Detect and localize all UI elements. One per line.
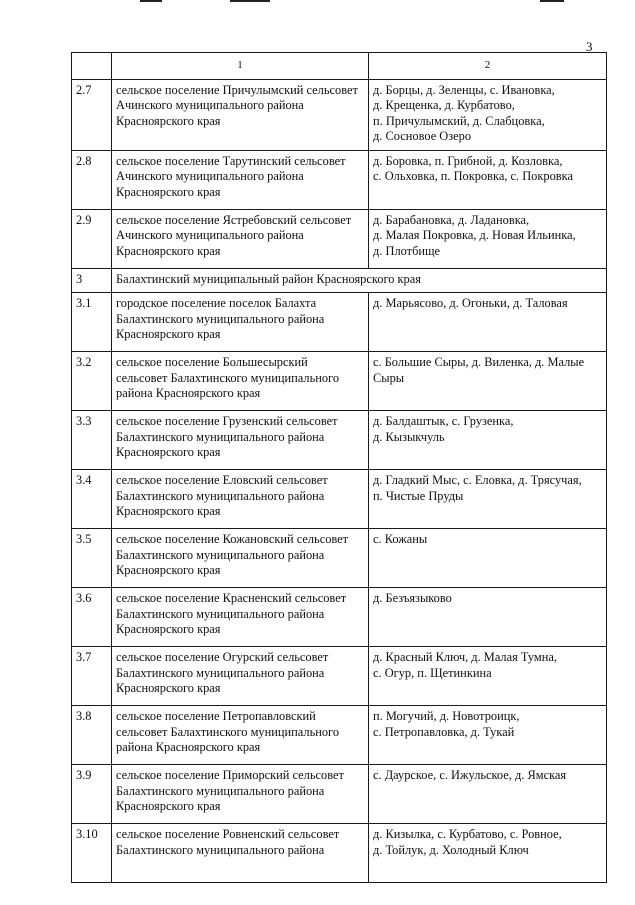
scan-mark-left bbox=[140, 0, 162, 2]
row-number: 3.7 bbox=[72, 647, 112, 706]
settlement-name: сельское поселение Ястребовский сельсовет Ачинского муниципального района Красноярского края bbox=[112, 209, 369, 268]
section-row bbox=[72, 268, 607, 293]
row-number: 3.9 bbox=[72, 765, 112, 824]
row-number: 2.9 bbox=[72, 209, 112, 268]
settlement-name: сельское поселение Приморский сельсовет Балахтинского муниципального района Красноярского края bbox=[112, 765, 369, 824]
settlement-villages: с. Даурское, с. Ижульское, д. Ямская bbox=[369, 765, 607, 824]
settlement-name: сельское поселение Огурский сельсовет Балахтинского муниципального района Красноярского края bbox=[112, 647, 369, 706]
table-row bbox=[72, 647, 607, 706]
row-number: 2.8 bbox=[72, 150, 112, 209]
header-col-1: 1 bbox=[112, 53, 369, 80]
table-row bbox=[72, 470, 607, 529]
settlement-villages: д. Балдаштык, с. Грузенка, д. Кызыкчуль bbox=[369, 411, 607, 470]
settlement-villages: п. Могучий, д. Новотроицк, с. Петропавловка, д. Тукай bbox=[369, 706, 607, 765]
scan-mark-center bbox=[230, 0, 270, 2]
row-number: 3.5 bbox=[72, 529, 112, 588]
table-row bbox=[72, 150, 607, 209]
settlement-villages: с. Кожаны bbox=[369, 529, 607, 588]
scan-mark-right bbox=[540, 0, 564, 2]
settlement-villages: д. Марьясово, д. Огоньки, д. Таловая bbox=[369, 293, 607, 352]
settlement-villages: д. Кизылка, с. Курбатово, с. Ровное, д. Тойлук, д. Холодный Ключ bbox=[369, 824, 607, 883]
settlement-name: сельское поселение Грузенский сельсовет Балахтинского муниципального района Красноярского края bbox=[112, 411, 369, 470]
table-header-row bbox=[72, 53, 607, 80]
table-row bbox=[72, 209, 607, 268]
settlement-villages: д. Гладкий Мыс, с. Еловка, д. Трясучая, п. Чистые Пруды bbox=[369, 470, 607, 529]
table-row bbox=[72, 79, 607, 150]
settlement-name: сельское поселение Петропавловский сельсовет Балахтинского муниципального района Красноярского края bbox=[112, 706, 369, 765]
table-row bbox=[72, 352, 607, 411]
settlement-name: сельское поселение Красненский сельсовет Балахтинского муниципального района Красноярского края bbox=[112, 588, 369, 647]
settlement-name: сельское поселение Ровненский сельсовет Балахтинского муниципального района bbox=[112, 824, 369, 883]
settlement-name: сельское поселение Кожановский сельсовет Балахтинского муниципального района Красноярского края bbox=[112, 529, 369, 588]
settlements-table bbox=[71, 52, 607, 883]
section-title: Балахтинский муниципальный район Красноярского края bbox=[112, 268, 607, 293]
table-row bbox=[72, 824, 607, 883]
row-number: 2.7 bbox=[72, 79, 112, 150]
settlement-villages: д. Боровка, п. Грибной, д. Козловка, с. Ольховка, п. Покровка, с. Покровка bbox=[369, 150, 607, 209]
table-row bbox=[72, 411, 607, 470]
table-row bbox=[72, 588, 607, 647]
table-row bbox=[72, 706, 607, 765]
table-row bbox=[72, 293, 607, 352]
settlement-villages: с. Большие Сыры, д. Виленка, д. Малые Сыры bbox=[369, 352, 607, 411]
row-number: 3.10 bbox=[72, 824, 112, 883]
settlement-villages: д. Красный Ключ, д. Малая Тумна, с. Огур, п. Щетинкина bbox=[369, 647, 607, 706]
row-number: 3.4 bbox=[72, 470, 112, 529]
page-number: 3 bbox=[586, 39, 593, 54]
row-number: 3.8 bbox=[72, 706, 112, 765]
table-row bbox=[72, 529, 607, 588]
row-number: 3 bbox=[72, 268, 112, 293]
settlement-name: сельское поселение Еловский сельсовет Балахтинского муниципального района Красноярского края bbox=[112, 470, 369, 529]
settlement-name: сельское поселение Большесырский сельсовет Балахтинского муниципального района Красноярского края bbox=[112, 352, 369, 411]
row-number: 3.2 bbox=[72, 352, 112, 411]
settlement-name: сельское поселение Тарутинский сельсовет Ачинского муниципального района Красноярского края bbox=[112, 150, 369, 209]
row-number: 3.1 bbox=[72, 293, 112, 352]
row-number: 3.3 bbox=[72, 411, 112, 470]
header-num bbox=[72, 53, 112, 80]
settlement-name: городское поселение поселок Балахта Балахтинского муниципального района Красноярского края bbox=[112, 293, 369, 352]
settlement-villages: д. Борцы, д. Зеленцы, с. Ивановка, д. Крещенка, д. Курбатово, п. Причулымский, д. Слабцовка, д. Сосновое Озеро bbox=[369, 79, 607, 150]
settlement-villages: д. Барабановка, д. Ладановка, д. Малая Покровка, д. Новая Ильинка, д. Плотбище bbox=[369, 209, 607, 268]
settlement-name: сельское поселение Причулымский сельсовет Ачинского муниципального района Красноярского края bbox=[112, 79, 369, 150]
header-col-2: 2 bbox=[369, 53, 607, 80]
settlement-villages: д. Безъязыково bbox=[369, 588, 607, 647]
table-row bbox=[72, 765, 607, 824]
row-number: 3.6 bbox=[72, 588, 112, 647]
